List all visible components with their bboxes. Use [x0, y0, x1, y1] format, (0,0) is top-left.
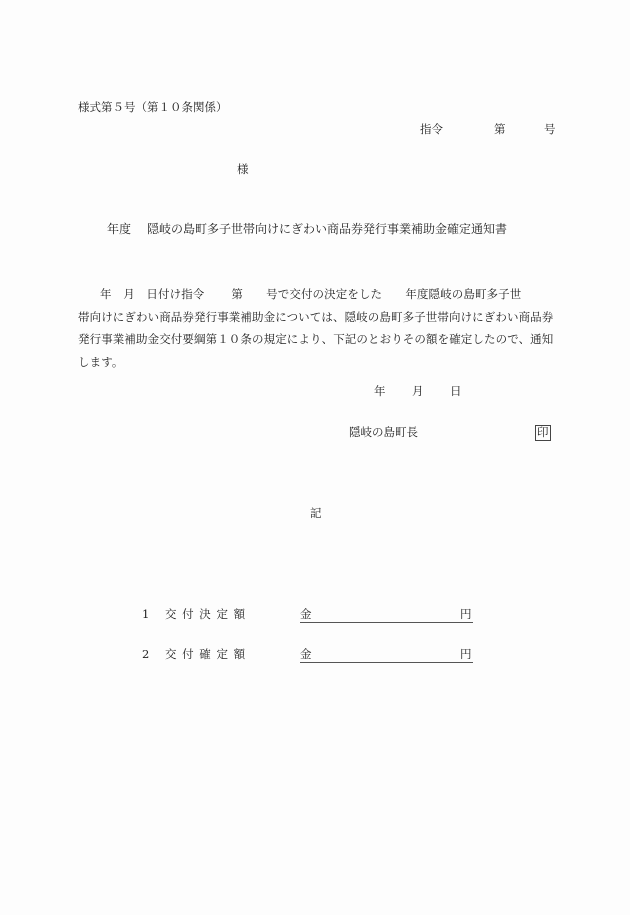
item-number: 1: [142, 607, 150, 621]
item-number: 2: [142, 647, 150, 661]
body-paragraph: [78, 283, 560, 373]
document-title: [107, 223, 507, 235]
body-line1: 年 月 日付け指令 第 号で交付の決定をした 年度隠岐の島町多子世: [100, 287, 522, 301]
form-number: 様式第５号（第１０条関係）: [78, 100, 228, 114]
reference-go: 号: [544, 122, 556, 136]
item-prefix: 金: [300, 647, 312, 661]
title-text: 隠岐の島町多子世帯向けにぎわい商品券発行事業補助金確定通知書: [147, 222, 508, 236]
title-year-label: 年度: [107, 222, 132, 236]
amount-underline: [300, 662, 473, 663]
reference-dai: 第: [494, 122, 506, 136]
issuer-name: 隠岐の島町長: [349, 425, 418, 439]
date-month: 月: [412, 384, 424, 398]
item-prefix: 金: [300, 607, 312, 621]
body-rest: 帯向けにぎわい商品券発行事業補助金については、隠岐の島町多子世帯向けにぎわい商品券発行事業補助金交付要綱第１０条の規定により、下記のとおりその額を確定したので、通知します。: [78, 309, 554, 369]
date-year: 年: [374, 384, 386, 398]
seal-mark: 印: [537, 425, 549, 439]
date-day: 日: [450, 384, 462, 398]
item-suffix: 円: [460, 647, 472, 661]
item-suffix: 円: [460, 607, 472, 621]
item-label: 交 付 確 定 額: [165, 647, 247, 661]
item-label: 交 付 決 定 額: [165, 607, 247, 621]
reference-prefix: 指令: [420, 122, 443, 136]
addressee-suffix: 様: [237, 162, 249, 176]
amount-underline: [300, 622, 473, 623]
ki-heading: 記: [310, 506, 322, 520]
